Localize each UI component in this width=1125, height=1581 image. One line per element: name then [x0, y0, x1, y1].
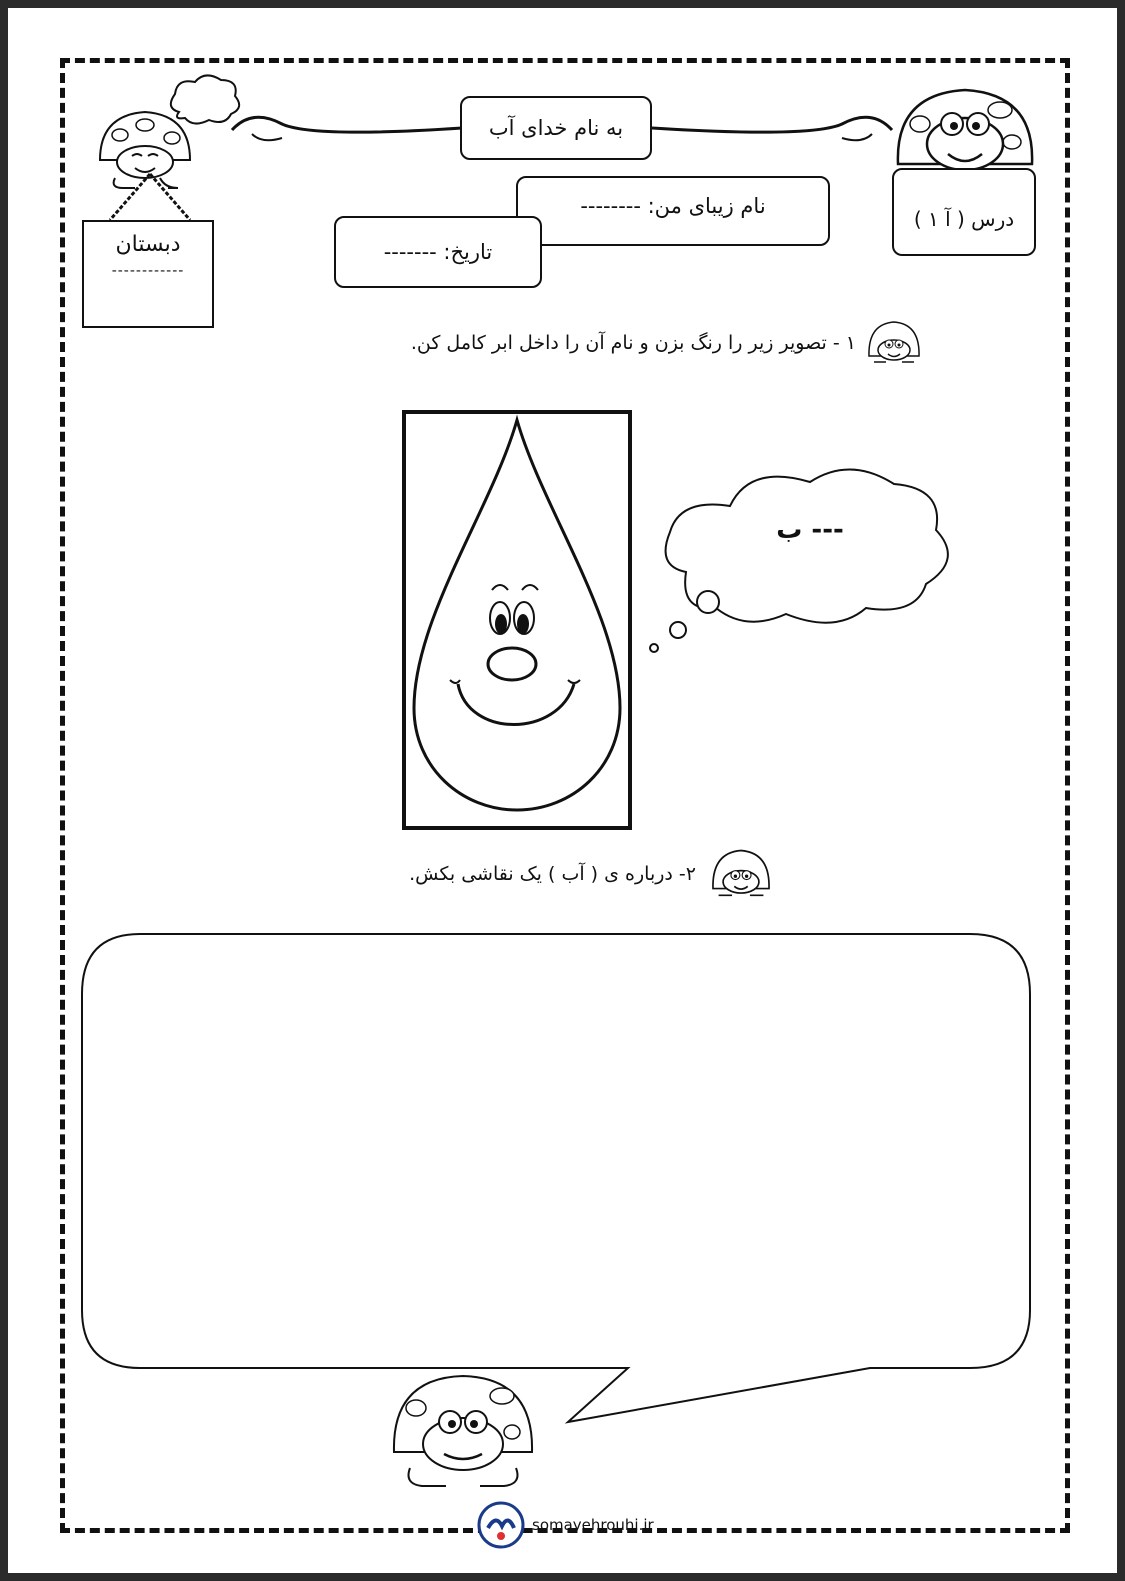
- footer-site[interactable]: somayehrouhi.ir: [532, 1516, 654, 1534]
- turtle-icon: [706, 846, 776, 902]
- name-field-label: نام زیبای من: --------: [580, 194, 766, 218]
- school-sign: [82, 220, 214, 328]
- hanging-chain-icon: [100, 172, 200, 222]
- name-box[interactable]: [516, 176, 830, 246]
- school-name-line[interactable]: ------------: [111, 263, 185, 279]
- cloud-answer[interactable]: [740, 510, 880, 550]
- lesson-label: درس ( آ ۱ ): [913, 207, 1015, 231]
- question-2: [340, 846, 776, 902]
- school-label: دبستان: [115, 232, 181, 257]
- question-1-text: ۱ - تصویر زیر را رنگ بزن و نام آن را داخل ابر کامل کن.: [410, 332, 856, 354]
- footer-watermark: [476, 1500, 676, 1550]
- turtle-icon: [388, 1372, 538, 1492]
- thought-cloud-icon: [646, 462, 956, 662]
- date-field-label: تاریخ: -------: [383, 240, 493, 264]
- date-box[interactable]: [334, 216, 542, 288]
- logo-icon: [476, 1500, 526, 1550]
- question-2-text: ۲- درباره ی ( آب ) یک نقاشی بکش.: [409, 863, 696, 885]
- drawing-area[interactable]: [80, 932, 1040, 1432]
- water-drop-icon[interactable]: [412, 418, 622, 818]
- turtle-icon: [864, 318, 924, 368]
- title-box: [460, 96, 652, 160]
- lesson-sign: [892, 168, 1036, 256]
- question-1: [300, 318, 924, 368]
- page-title: به نام خدای آب: [488, 116, 624, 140]
- cloud-answer-text: --- ب: [776, 515, 844, 545]
